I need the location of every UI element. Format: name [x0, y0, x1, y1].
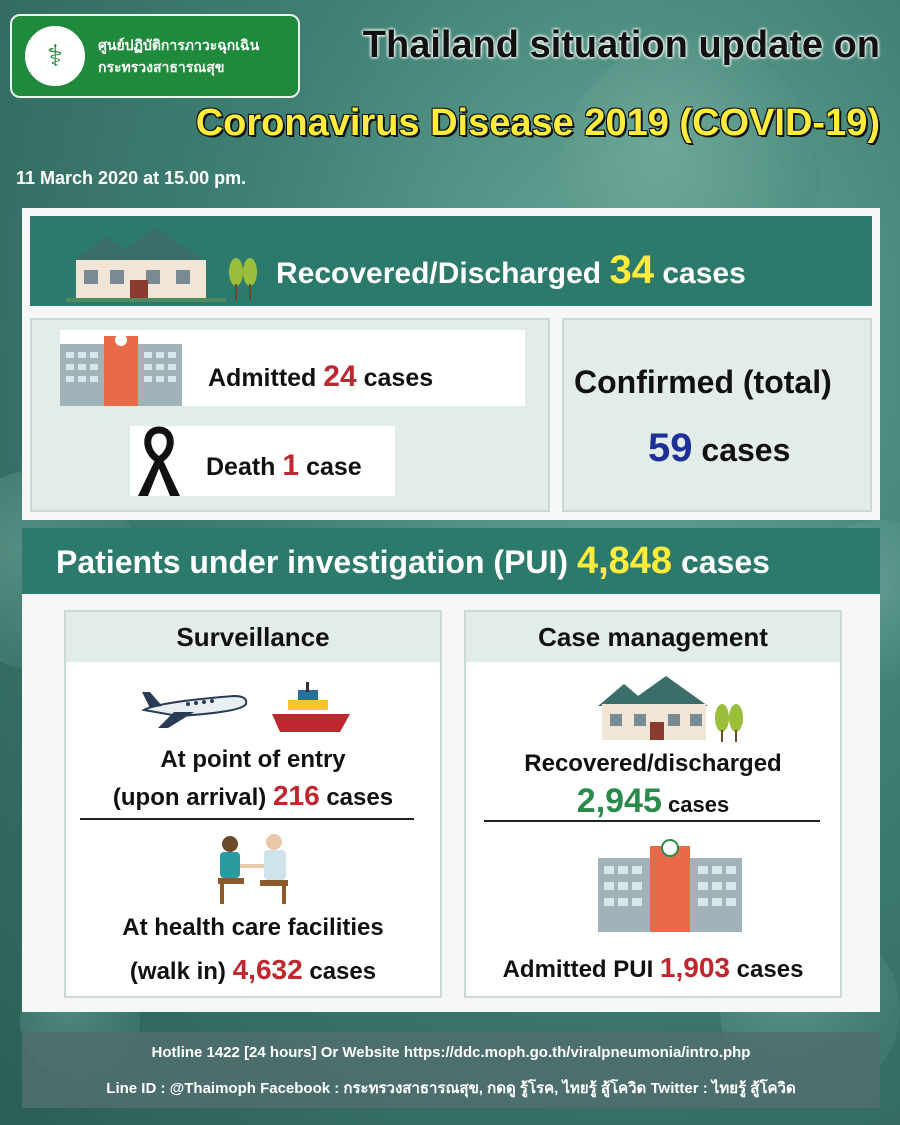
ministry-seal-icon: ⚕	[22, 23, 88, 89]
divider	[484, 820, 820, 822]
doctor-patient-icon	[208, 830, 298, 906]
entry-unit: cases	[326, 784, 394, 811]
cm-admitted-value: 1,903	[659, 952, 730, 983]
health-prefix: (walk in)	[129, 958, 226, 985]
confirmed-summary	[648, 426, 790, 471]
health-facility-label: At health care facilities	[122, 914, 384, 941]
cm-admitted-unit: cases	[736, 956, 804, 983]
health-value: 4,632	[232, 954, 303, 985]
cm-admitted-label: Admitted PUI	[502, 956, 654, 983]
admitted-label: Admitted	[208, 364, 317, 392]
ship-icon	[270, 680, 352, 736]
cm-recovered-unit: cases	[668, 792, 730, 817]
page-title: Thailand situation update on	[362, 24, 880, 66]
hospital-icon	[598, 838, 742, 932]
death-value: 1	[282, 449, 300, 482]
tree-icon	[228, 256, 258, 302]
hospital-icon	[60, 330, 182, 406]
confirmed-unit: cases	[701, 432, 791, 468]
health-facility-summary	[64, 954, 442, 986]
divider	[80, 818, 414, 820]
social-info: Line ID : @Thaimoph Facebook : กระทรวงสาธารณสุข, กดดู รู้โรค, ไทยรู้ สู้โควิด Twitter : ไทยรู้ สู้โควิด	[106, 1080, 796, 1097]
cm-recovered-value: 2,945	[576, 782, 662, 820]
org-name-line1: ศูนย์ปฏิบัติการภาวะฉุกเฉิน	[98, 37, 260, 53]
black-ribbon-icon	[134, 426, 184, 498]
admitted-unit: cases	[363, 364, 434, 392]
entry-value: 216	[272, 780, 320, 811]
house-icon	[594, 672, 744, 742]
health-unit: cases	[309, 958, 377, 985]
confirmed-panel	[562, 318, 872, 512]
death-label: Death	[206, 453, 276, 481]
surveillance-heading: Surveillance	[66, 612, 440, 662]
org-name-line2: กระทรวงสาธารณสุข	[98, 59, 225, 75]
org-name	[98, 34, 259, 78]
cm-recovered-label: Recovered/discharged	[524, 750, 782, 777]
entry-summary	[64, 780, 442, 812]
recovered-summary	[276, 248, 746, 293]
pui-label: Patients under investigation (PUI)	[56, 544, 569, 580]
pui-unit: cases	[680, 544, 770, 580]
admitted-summary	[208, 360, 433, 394]
pui-summary	[56, 540, 770, 583]
entry-label: At point of entry	[160, 746, 346, 773]
page-subtitle: Coronavirus Disease 2019 (COVID-19)	[195, 102, 880, 144]
case-management-heading: Case management	[466, 612, 840, 662]
death-summary	[206, 449, 362, 483]
pui-value: 4,848	[576, 540, 673, 582]
airplane-icon	[138, 680, 250, 732]
ministry-logo	[10, 14, 300, 98]
recovered-label: Recovered/Discharged	[276, 257, 602, 290]
admitted-value: 24	[323, 360, 357, 393]
house-icon	[66, 222, 226, 302]
cm-admitted-summary	[464, 952, 842, 984]
report-date: 11 March 2020 at 15.00 pm.	[16, 168, 247, 188]
recovered-unit: cases	[662, 257, 746, 290]
entry-prefix: (upon arrival)	[112, 784, 267, 811]
cm-recovered-summary	[464, 782, 842, 821]
recovered-value: 34	[609, 248, 654, 292]
death-unit: case	[306, 453, 362, 481]
hotline-info: Hotline 1422 [24 hours] Or Website https://ddc.moph.go.th/viralpneumonia/intro.php	[151, 1044, 751, 1061]
confirmed-label: Confirmed (total)	[574, 364, 832, 400]
confirmed-value: 59	[648, 426, 693, 470]
